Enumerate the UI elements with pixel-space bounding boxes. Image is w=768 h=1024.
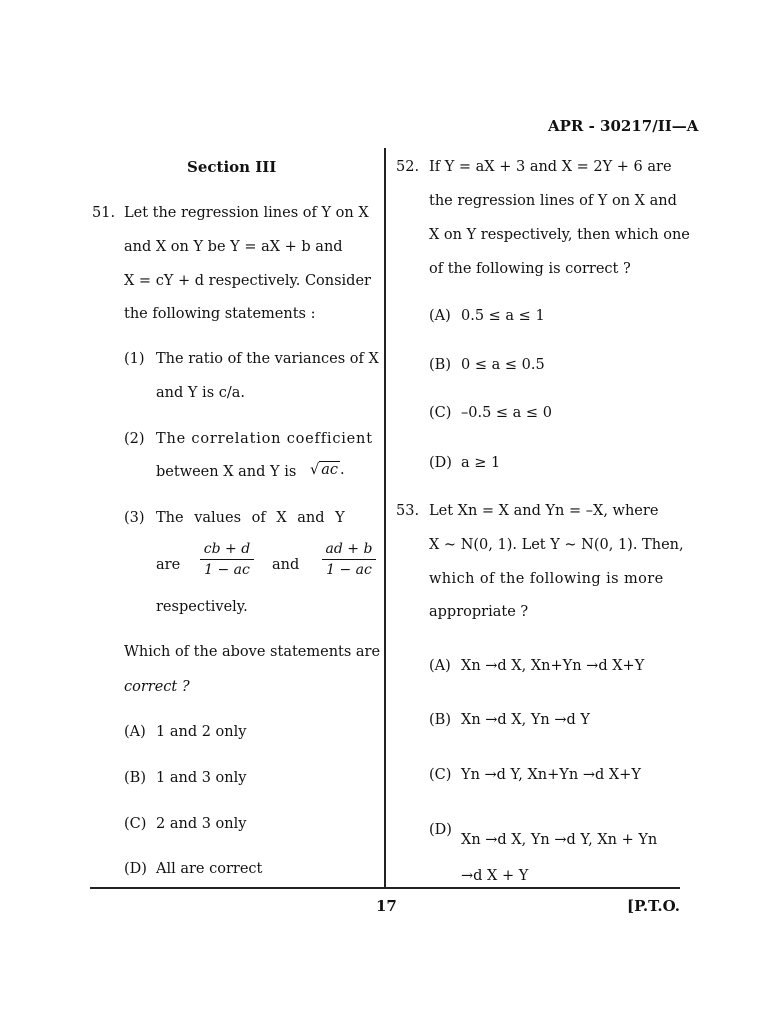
option-text: a ≥ 1	[461, 455, 501, 471]
option-text: –0.5 ≤ a ≤ 0	[461, 405, 552, 421]
stem-line: which of the following is more	[429, 571, 664, 587]
option-label: (B)	[429, 712, 451, 728]
statement-text: between X and Y is	[156, 464, 297, 480]
option-label: (C)	[124, 816, 147, 832]
statement-text: respectively.	[156, 599, 248, 615]
stem-line: X on Y respectively, then which one	[429, 227, 690, 243]
stem-line: the following statements :	[124, 306, 316, 322]
stem-line: appropriate ?	[429, 604, 529, 620]
option-text: Xn →d X, Yn →d Y, Xn + Yn →d X + Y	[461, 832, 658, 884]
option-text: All are correct	[156, 861, 263, 877]
paper-code: APR - 30217/II—A	[548, 117, 699, 135]
statement-text: The correlation coefficient	[156, 431, 373, 447]
statement-number: (3)	[124, 510, 145, 526]
statement-text: are	[156, 557, 181, 573]
option-label: (D)	[429, 822, 452, 838]
option-text: Yn →d Y, Xn+Yn →d X+Y	[461, 767, 641, 783]
stem-line: the regression lines of Y on X and	[429, 193, 677, 209]
option-label: (D)	[124, 861, 147, 877]
option-text: 0 ≤ a ≤ 0.5	[461, 357, 545, 373]
statement-number: (2)	[124, 431, 145, 447]
page-number: 17	[376, 897, 397, 915]
fraction-mean-x: $\frac{cb + d}{1 - ac}$	[200, 541, 254, 578]
fraction-mean-y: $\frac{ad + b}{1 - ac}$	[322, 541, 376, 578]
question-line: Which of the above statements are	[124, 644, 381, 660]
question-line: correct ?	[124, 679, 190, 695]
sqrt-expression: √ ac .	[310, 462, 345, 478]
statement-text: and	[272, 557, 300, 573]
question-number: 52.	[396, 159, 420, 175]
stem-line: Let Xn = X and Yn = –X, where	[429, 503, 659, 519]
option-text: Xn →d X, Xn+Yn →d X+Y	[461, 658, 645, 674]
statement-text: and Y is c/a.	[156, 385, 246, 401]
option-label: (B)	[429, 357, 451, 373]
section-title: Section III	[187, 158, 277, 176]
stem-line: and X on Y be Y = aX + b and	[124, 239, 343, 255]
option-text: 1 and 2 only	[156, 724, 247, 740]
option-text: Xn →d X, Yn →d Y	[461, 712, 590, 728]
option-label: (A)	[429, 658, 451, 674]
statement-text: The ratio of the variances of X	[156, 351, 379, 367]
pto-label: [P.T.O.	[627, 897, 680, 915]
stem-line: X = cY + d respectively. Consider	[124, 273, 371, 289]
question-number: 53.	[396, 503, 420, 519]
option-label: (C)	[429, 767, 452, 783]
footer-rule	[90, 887, 680, 889]
stem-line: of the following is correct ?	[429, 261, 631, 277]
option-label: (D)	[429, 455, 452, 471]
option-label: (A)	[429, 308, 451, 324]
sqrt-radicand: ac	[321, 462, 339, 478]
option-text: 2 and 3 only	[156, 816, 247, 832]
stem-line: If Y = aX + 3 and X = 2Y + 6 are	[429, 159, 672, 175]
option-text: 1 and 3 only	[156, 770, 247, 786]
option-label: (B)	[124, 770, 146, 786]
stem-line: Let the regression lines of Y on X	[124, 205, 369, 221]
option-text: 0.5 ≤ a ≤ 1	[461, 308, 545, 324]
column-divider	[384, 148, 386, 888]
option-label: (A)	[124, 724, 146, 740]
question-number: 51.	[92, 205, 116, 221]
stem-line: X ~ N(0, 1). Let Y ~ N(0, 1). Then,	[429, 537, 684, 553]
option-label: (C)	[429, 405, 452, 421]
statement-number: (1)	[124, 351, 145, 367]
statement-text: The values of X and Y	[156, 510, 345, 526]
